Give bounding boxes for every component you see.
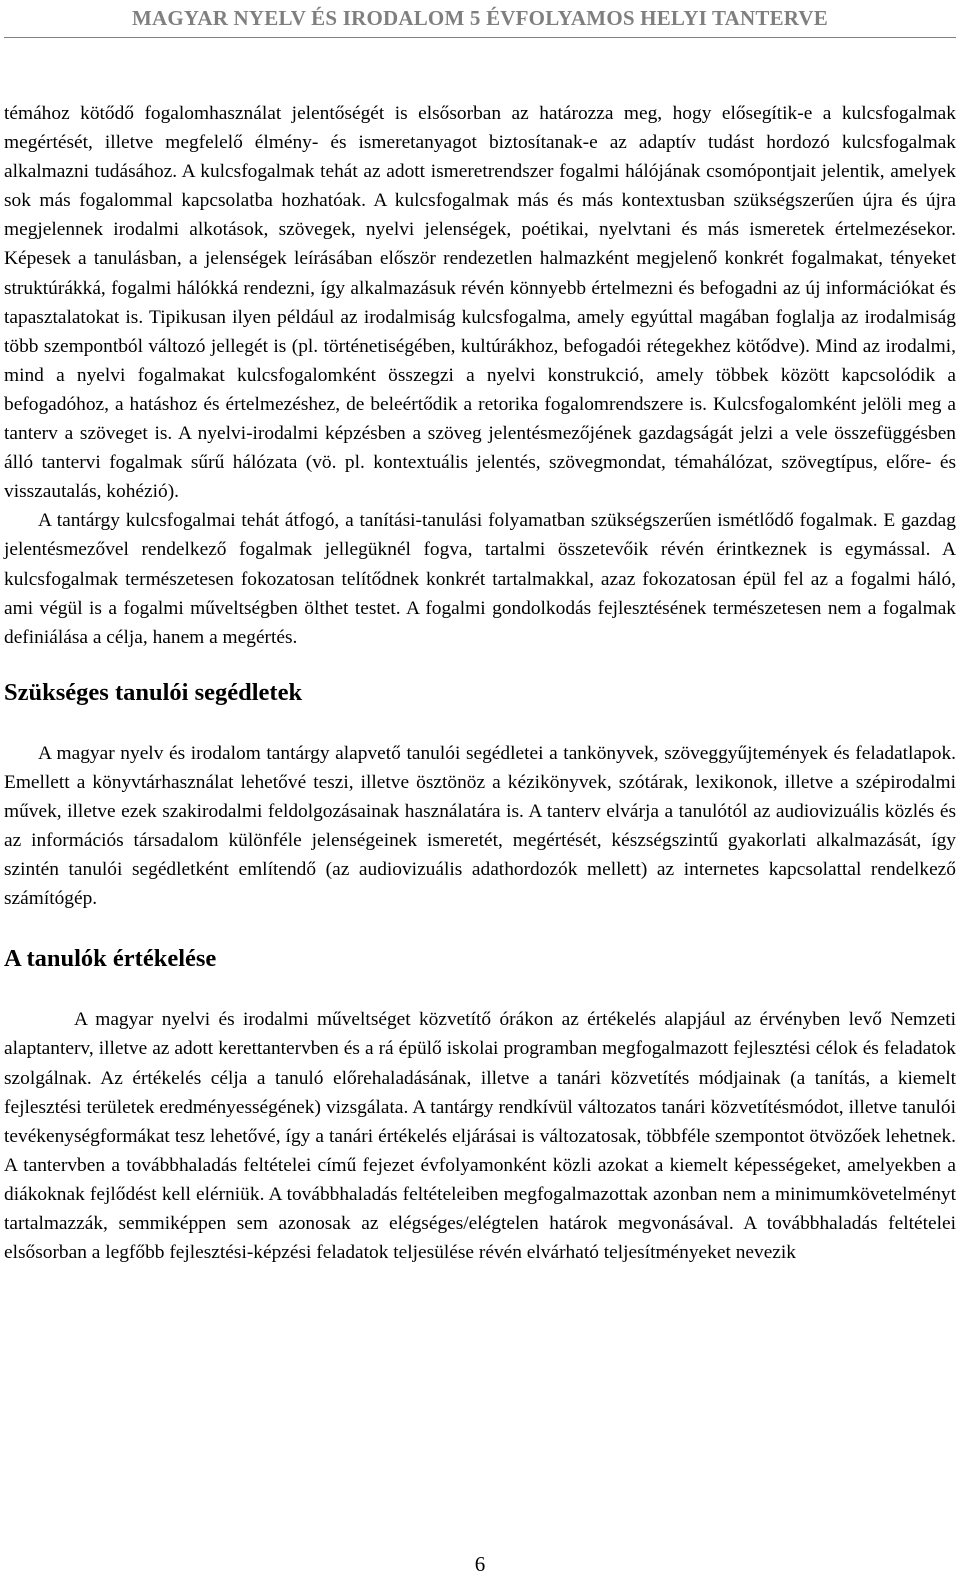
document-body bbox=[4, 99, 956, 1267]
section-heading: Szükséges tanulói segédletek bbox=[4, 678, 303, 706]
running-header: MAGYAR NYELV ÉS IRODALOM 5 ÉVFOLYAMOS HELYI TANTERVE bbox=[131, 6, 829, 30]
section-heading: A tanulók értékelése bbox=[4, 945, 217, 973]
page-number: 6 bbox=[474, 1552, 486, 1576]
body-paragraph: A magyar nyelv és irodalom tantárgy alapvető tanulói segédletei a tankönyvek, szöveggyűjtemények és feladatlapok. Emellett a könyvtárhasználat lehetővé teszi, illetve ösztönöz a kézikönyvek, szótárak, lexikonok, illetve a szépirodalmi művek, illetve ezek szakirodalmi feldolgozásainak használatára is. A tanterv elvárja a tanulótól az audiovizuális közlés és az információs társadalom különféle jelenségeinek ismeretét, megértését, készségszintű gyakorlati alkalmazását, így szintén tanulói segédletként említendő (az audiovizuális adathordozók mellett) az internetes kapcsolattal rendelkező számítógép. bbox=[4, 742, 956, 910]
body-paragraph: A tantárgy kulcsfogalmai tehát átfogó, a tanítási-tanulási folyamatban szükségszerűen ismétlődő fogalmak. E gazdag jelentésmezővel rendelkező fogalmak jellegüknél fogva, tartalmi összetevőik révén érintkeznek is egymással. A kulcsfogalmak természetesen fokozatosan telítődnek konkrét tartalmakkal, azaz fokozatosan épül fel az a fogalmi háló, ami végül is a fogalmi műveltségben ölthet testet. A fogalmi gondolkodás fejlesztésének természetesen nem a fogalmak definiálása a célja, hanem a megértés. bbox=[4, 510, 956, 648]
body-paragraph: témához kötődő fogalomhasználat jelentőségét is elsősorban az határozza meg, hogy elősegítik-e a kulcsfogalmak megértését, illetve megfelelő élmény- és ismeretanyagot biztosítanak-e az adaptív tudást hordozó kulcsfogalmak alkalmazni tudásához. A kulcsfogalmak tehát az adott ismeretrendszer fogalmi hálójának csomópontjait jelentik, amelyek sok más fogalommal kapcsolatba hozhatóak. A kulcsfogalmak más és más kontextusban szükségszerűen újra és újra megjelennek irodalmi alkotások, szövegek, nyelvi jelenségek, poétikai, nyelvtani és más ismeretek értelmezésekor. Képesek a tanulásban, a jelenségek leírásában először rendezetlen halmazként megjelenő konkrét fogalmakat, tényeket struktúrákká, fogalmi hálókká rendezni, így alkalmazásuk révén könnyebb értelmezni és befogadni az új információkat és tapasztalatokat is. Tipikusan ilyen például az irodalmiság kulcsfogalma, amely egyúttal magában foglalja az irodalmiság több szempontból változó jellegét is (pl. történetiségében, kultúrákhoz, befogadói rétegekhez kötődve). Mind az irodalmi, mind a nyelvi fogalmakat kulcsfogalomként összegzi a nyelvi konstrukció, amely többek között kapcsolódik a befogadóhoz, a hatáshoz és értelmezéshez, de beleértődik a retorika fogalomrendszere is. Kulcsfogalomként jelöli meg a tanterv a szöveget is. A nyelvi-irodalmi képzésben a szöveg jelentésmezőjének gazdagságát jelzi a vele összefüggésben álló tantervi fogalmak sűrű hálózata (vö. pl. kontextuális jelentés, szövegmondat, témahálózat, szövegtípus, előre- és visszautalás, kohézió). bbox=[4, 103, 956, 503]
header-divider bbox=[4, 37, 956, 38]
body-paragraph: A magyar nyelvi és irodalmi műveltséget közvetítő órákon az értékelés alapjául az érvényben levő Nemzeti alaptanterv, illetve az adott kerettantervben és a rá épülő iskolai programban megfogalmazott fejlesztési célok és feladatok szolgálnak. Az értékelés célja a tanuló előrehaladásának, illetve a tanári közvetítés módjainak (a tanítás, a kiemelt fejlesztési területek eredményességének) vizsgálata. A tantárgy rendkívül változatos tanári közvetítésmódot, illetve tanulói tevékenységformákat tesz lehetővé, így a tanári értékelés eljárásai is változatosak, többféle szempontot ötvözőek lehetnek. A tantervben a továbbhaladás feltételei című fejezet évfolyamonként közli azokat a kiemelt képességeket, amelyekben a diákoknak fejlődést kell elérniük. A továbbhaladás feltételeiben megfogalmazottak azonban nem a minimumkövetelményt tartalmazzák, semmiképpen sem azonosak az elégséges/elégtelen határok megvonásával. A továbbhaladás feltételei elsősorban a legfőbb fejlesztési-képzési feladatok teljesülése révén elvárható teljesítményeket nevezik bbox=[4, 1009, 956, 1264]
